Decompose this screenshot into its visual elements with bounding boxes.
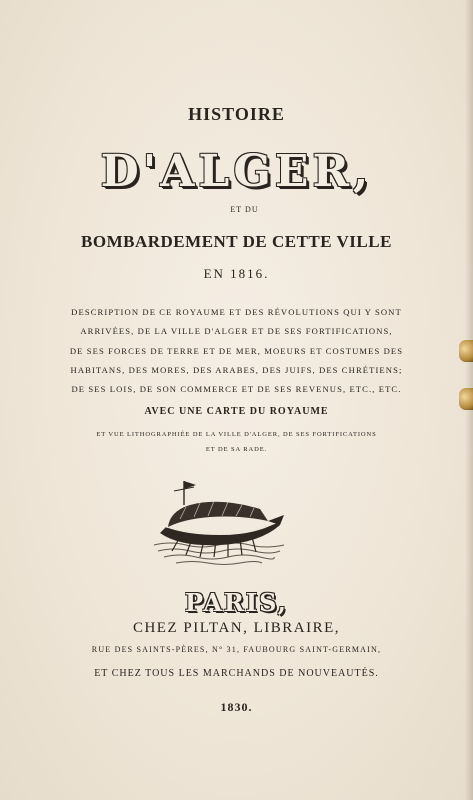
- description-line: DE SES LOIS, DE SON COMMERCE ET DE SES REVENUS, ETC., ETC.: [71, 384, 402, 394]
- imprint-address: RUE DES SAINTS-PÈRES, N° 31, FAUBOURG SAINT-GERMAIN,: [91, 645, 382, 654]
- description-line: HABITANS, DES MORES, DES ARABES, DES JUIFS, DES CHRÉTIENS;: [70, 365, 403, 375]
- description-line: DESCRIPTION DE CE ROYAUME ET DES RÉVOLUTIONS QUI Y SONT: [71, 307, 402, 317]
- title-year-1816: EN 1816.: [203, 266, 270, 281]
- title-bombardement: BOMBARDEMENT DE CETTE VILLE: [81, 232, 392, 251]
- description-line: DE SES FORCES DE TERRE ET DE MER, MOEURS ET COSTUMES DES: [69, 346, 404, 356]
- subtitle-avec-carte: AVEC UNE CARTE DU ROYAUME: [144, 406, 329, 417]
- title-dalger: D'ALGER,: [100, 146, 373, 197]
- vue-line: ET VUE LITHOGRAPHIÉE DE LA VILLE D'ALGER, DE SES FORTIFICATIONS: [96, 431, 377, 438]
- imprint-city: PARIS,: [185, 588, 288, 617]
- description-line: ARRIVÉES, DE LA VILLE D'ALGER ET DE SES FORTIFICATIONS,: [80, 326, 393, 336]
- imprint-publisher: CHEZ PILTAN, LIBRAIRE,: [132, 620, 341, 636]
- title-histoire: HISTOIRE: [188, 104, 285, 124]
- galley-ship-icon: [150, 475, 288, 570]
- title-et-du: ET DU: [230, 205, 259, 214]
- vue-line: ET DE SA RADE.: [205, 446, 268, 453]
- imprint-also: ET CHEZ TOUS LES MARCHANDS DE NOUVEAUTÉS.: [94, 668, 379, 679]
- publication-year: 1830.: [220, 700, 253, 714]
